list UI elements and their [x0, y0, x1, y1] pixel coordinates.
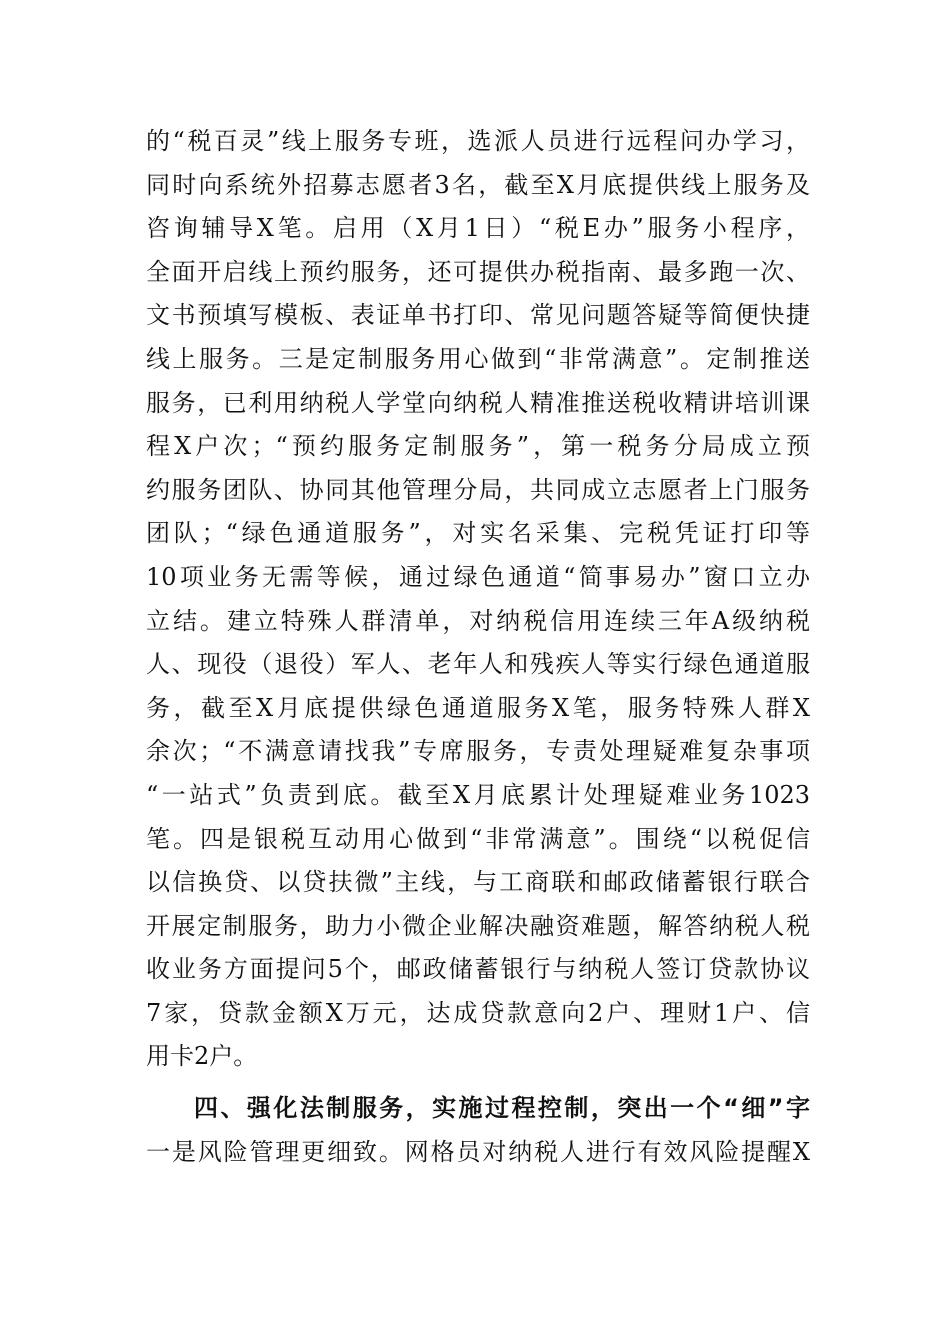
text-line: 一是风险管理更细致。网格员对纳税人进行有效风险提醒X [146, 1137, 810, 1166]
text-line: 的“税百灵”线上服务专班，选派人员进行远程问办学习， [146, 127, 810, 155]
text-line: 全面开启线上预约服务，还可提供办税指南、最多跑一次、 [146, 257, 810, 286]
text-line: 用卡2户。 [146, 1042, 258, 1071]
text-line: 10项业务无需等候，通过绿色通道“简事易办”窗口立办 [146, 562, 810, 591]
section-heading: 四、强化法制服务，实施过程控制，突出一个“细”字 [194, 1094, 810, 1123]
text-line: 同时向系统外招募志愿者3名，截至X月底提供线上服务及 [146, 170, 810, 199]
text-line: 7家，贷款金额X万元，达成贷款意向2户、理财1户、信 [146, 998, 810, 1027]
text-line: 服务，已利用纳税人学堂向纳税人精准推送税收精讲培训课 [146, 388, 810, 417]
paragraph [146, 120, 810, 1079]
text-line: 咨询辅导X笔。启用（X月1日）“税E办”服务小程序， [146, 214, 810, 243]
text-line: 收业务方面提问5个，邮政储蓄银行与纳税人签订贷款协议 [146, 955, 810, 984]
text-line: 程X户次；“预约服务定制服务”，第一税务分局成立预 [146, 432, 810, 461]
text-line: “一站式”负责到底。截至X月底累计处理疑难业务1023 [146, 780, 810, 809]
text-line: 开展定制服务，助力小微企业解决融资难题，解答纳税人税 [146, 911, 810, 940]
text-line: 以信换贷、以贷扶微”主线，与工商联和邮政储蓄银行联合 [146, 868, 810, 897]
text-line: 人、现役（退役）军人、老年人和残疾人等实行绿色通道服 [146, 650, 810, 679]
text-line: 务，截至X月底提供绿色通道服务X笔，服务特殊人群X [146, 693, 810, 722]
paragraph [146, 1131, 810, 1175]
body-text [146, 120, 810, 1174]
text-line: 线上服务。三是定制服务用心做到“非常满意”。定制推送 [146, 344, 810, 373]
text-line: 约服务团队、协同其他管理分局，共同成立志愿者上门服务 [146, 475, 810, 504]
text-line: 笔。四是银税互动用心做到“非常满意”。围绕“以税促信 [146, 824, 810, 853]
text-line: 文书预填写模板、表证单书打印、常见问题答疑等简便快捷 [146, 301, 810, 330]
text-line: 余次；“不满意请找我”专席服务，专责处理疑难复杂事项 [146, 737, 810, 766]
text-line: 立结。建立特殊人群清单，对纳税信用连续三年A级纳税 [146, 606, 810, 635]
text-line: 团队；“绿色通道服务”，对实名采集、完税凭证打印等 [146, 519, 810, 548]
